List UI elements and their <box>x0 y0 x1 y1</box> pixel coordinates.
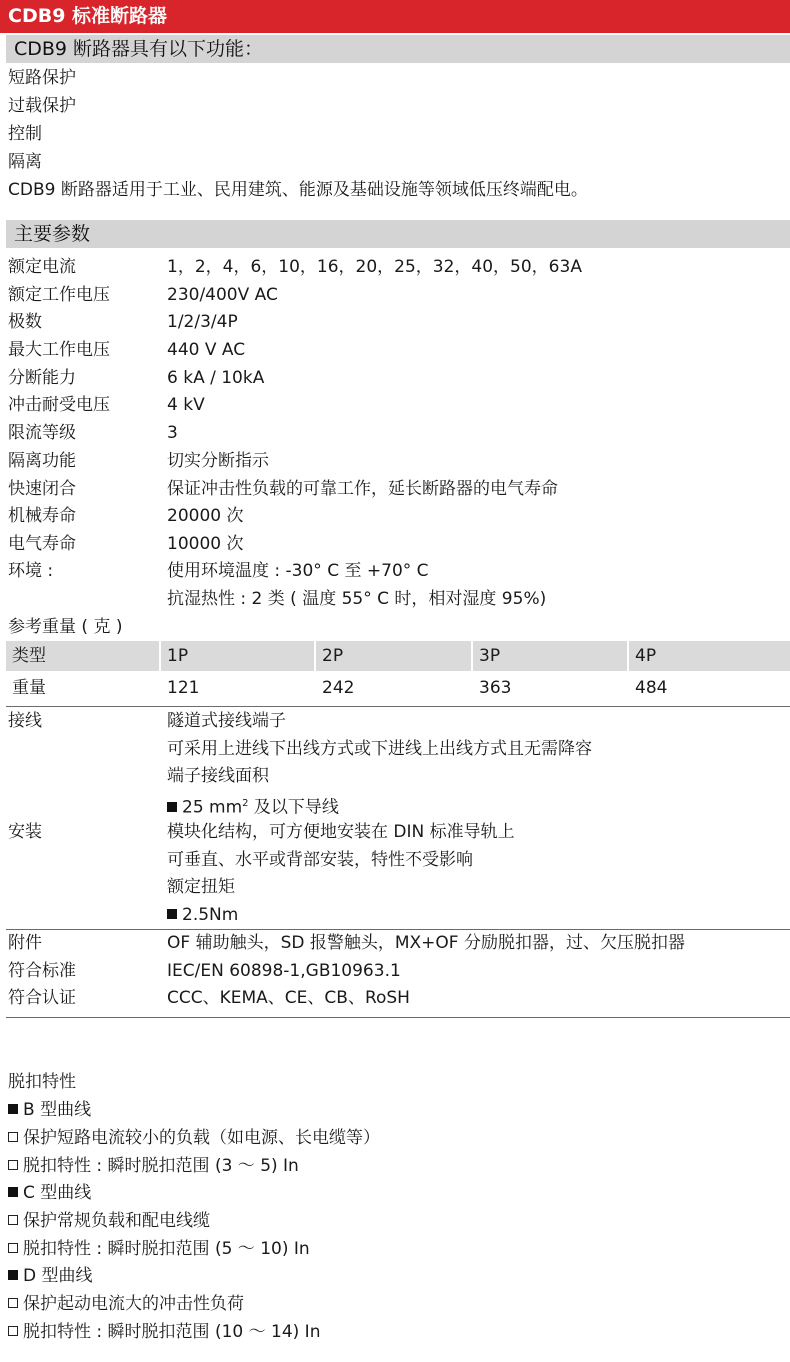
tripping-item: 脱扣特性 : 瞬时脱扣范围 (3 ～ 5) In <box>8 1152 299 1180</box>
tripping-item: B 型曲线 <box>8 1096 91 1124</box>
param-value: 切实分断指示 <box>167 451 269 471</box>
misc-key: 符合认证 <box>8 988 76 1008</box>
weight-col-header: 3P <box>473 641 627 671</box>
misc-value: IEC/EN 60898-1,GB10963.1 <box>167 961 401 981</box>
param-value: 230/400V AC <box>167 285 278 305</box>
param-value: 4 kV <box>167 395 205 415</box>
functions-heading: CDB9 断路器具有以下功能： <box>6 35 790 63</box>
param-value: 6 kA / 10kA <box>167 368 265 388</box>
tripping-item: 脱扣特性 : 瞬时脱扣范围 (5 ～ 10) In <box>8 1235 310 1263</box>
weight-caption: 参考重量 ( 克 ) <box>8 617 123 637</box>
weight-value: 242 <box>322 678 355 698</box>
open-square-icon <box>8 1160 18 1170</box>
param-value: 20000 次 <box>167 506 244 526</box>
param-key: 额定工作电压 <box>8 285 110 305</box>
open-square-icon <box>8 1215 18 1225</box>
param-key: 电气寿命 <box>8 534 76 554</box>
open-square-icon <box>8 1243 18 1253</box>
weight-row-label: 重量 <box>12 678 46 698</box>
param-value: 10000 次 <box>167 534 244 554</box>
param-value: 440 V AC <box>167 340 246 360</box>
param-key: 机械寿命 <box>8 506 76 526</box>
misc-key: 附件 <box>8 933 42 953</box>
misc-value: OF 辅助触头，SD 报警触头，MX+OF 分励脱扣器，过、欠压脱扣器 <box>167 933 685 953</box>
param-value: 保证冲击性负载的可靠工作，延长断路器的电气寿命 <box>167 479 558 499</box>
param-value: 抗湿热性 : 2 类 ( 温度 55° C 时，相对湿度 95%) <box>167 589 547 609</box>
open-square-icon <box>8 1298 18 1308</box>
filled-square-icon <box>8 1270 18 1280</box>
tripping-item: D 型曲线 <box>8 1262 93 1290</box>
wiring-line: 隧道式接线端子 <box>167 711 286 731</box>
param-key: 最大工作电压 <box>8 340 110 360</box>
tripping-item: 脱扣特性 : 瞬时脱扣范围 (10 ～ 14) In <box>8 1318 320 1346</box>
param-value: 1/2/3/4P <box>167 312 238 332</box>
misc-key: 符合标准 <box>8 961 76 981</box>
tripping-heading: 脱扣特性 <box>8 1072 76 1092</box>
param-key: 快速闭合 <box>8 479 76 499</box>
function-item: 过载保护 <box>8 96 76 116</box>
param-key: 分断能力 <box>8 368 76 388</box>
functions-summary: CDB9 断路器适用于工业、民用建筑、能源及基础设施等领域低压终端配电。 <box>8 180 588 200</box>
function-item: 隔离 <box>8 152 42 172</box>
install-line: 额定扭矩 <box>167 877 235 897</box>
divider <box>6 706 790 707</box>
param-value: 使用环境温度 : -30° C 至 +70° C <box>167 561 429 581</box>
param-key: 限流等级 <box>8 423 76 443</box>
param-key: 环境 : <box>8 561 54 581</box>
weight-table-row <box>6 673 790 703</box>
wiring-key: 接线 <box>8 711 42 731</box>
wiring-line: 端子接线面积 <box>167 766 269 786</box>
filled-square-icon <box>167 909 177 919</box>
weight-value: 484 <box>635 678 668 698</box>
param-key: 隔离功能 <box>8 451 76 471</box>
weight-col-header: 2P <box>316 641 471 671</box>
install-bullet: 2.5Nm <box>167 901 238 929</box>
wiring-line: 可采用上进线下出线方式或下进线上出线方式且无需降容 <box>167 739 592 759</box>
tripping-item: 保护短路电流较小的负载（如电源、长电缆等） <box>8 1124 380 1152</box>
weight-value: 121 <box>167 678 200 698</box>
filled-square-icon <box>167 802 177 812</box>
tripping-item: 保护起动电流大的冲击性负荷 <box>8 1290 244 1318</box>
divider <box>6 1017 790 1018</box>
tripping-item: 保护常规负载和配电线缆 <box>8 1207 210 1235</box>
weight-value: 363 <box>479 678 512 698</box>
weight-header-label: 类型 <box>6 641 159 671</box>
misc-value: CCC、KEMA、CE、CB、RoSH <box>167 988 410 1008</box>
tripping-item: C 型曲线 <box>8 1179 91 1207</box>
param-key: 冲击耐受电压 <box>8 395 110 415</box>
install-key: 安装 <box>8 822 42 842</box>
params-heading: 主要参数 <box>6 220 790 248</box>
function-item: 短路保护 <box>8 68 76 88</box>
install-line: 可垂直、水平或背部安装，特性不受影响 <box>167 850 473 870</box>
weight-col-header: 1P <box>161 641 314 671</box>
install-line: 模块化结构，可方便地安装在 DIN 标准导轨上 <box>167 822 515 842</box>
param-key: 额定电流 <box>8 257 76 277</box>
param-value: 3 <box>167 423 178 443</box>
function-item: 控制 <box>8 124 42 144</box>
weight-table-header <box>6 641 790 671</box>
param-key: 极数 <box>8 312 42 332</box>
filled-square-icon <box>8 1187 18 1197</box>
filled-square-icon <box>8 1104 18 1114</box>
param-value: 1，2，4，6，10，16，20，25，32，40，50，63A <box>167 257 582 277</box>
weight-col-header: 4P <box>629 641 790 671</box>
wiring-bullet: 25 $mm^2$ 及以下导线 <box>167 790 339 818</box>
open-square-icon <box>8 1132 18 1142</box>
open-square-icon <box>8 1326 18 1336</box>
page-title: CDB9 标准断路器 <box>0 0 790 33</box>
